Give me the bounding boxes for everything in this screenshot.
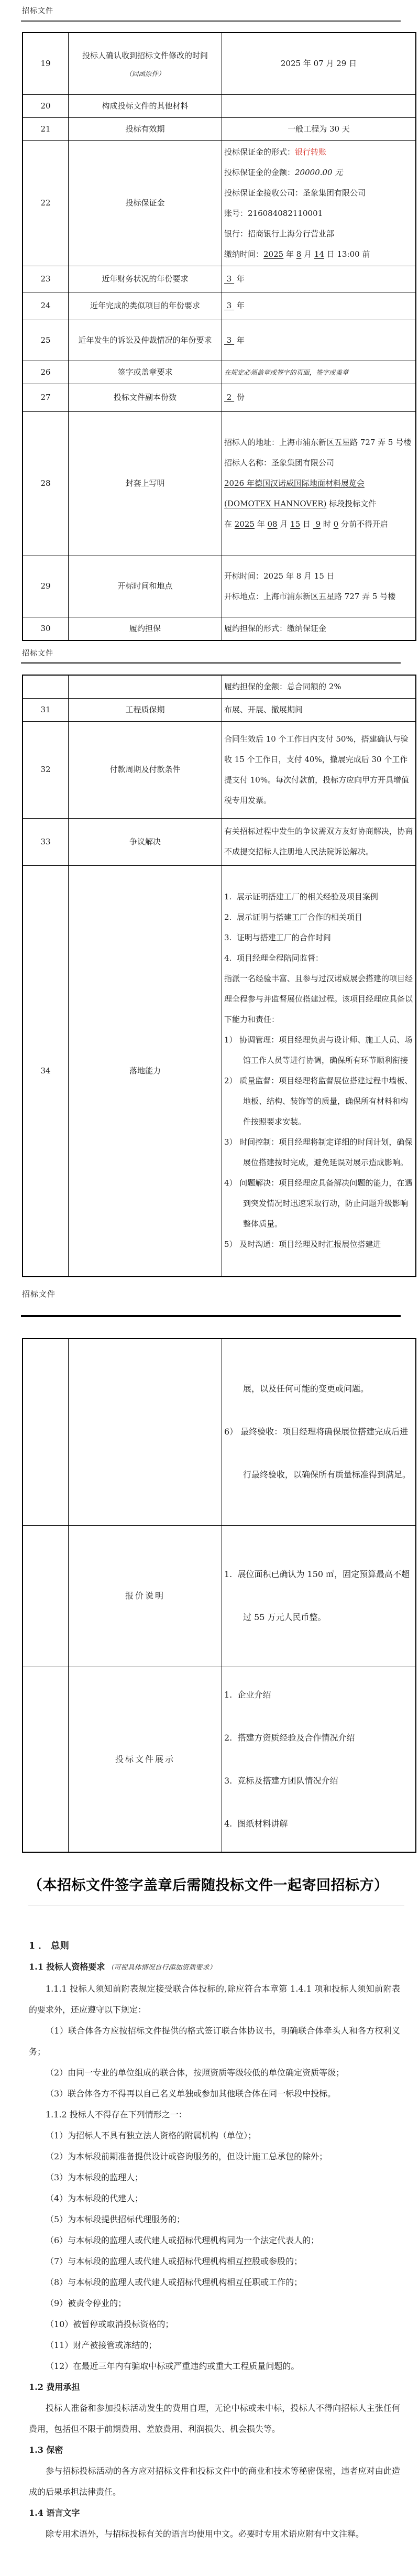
row-label-cell — [69, 865, 222, 1277]
terms-table-3 — [22, 1338, 416, 1853]
text-segment: 账号：216084082110001 — [224, 208, 323, 218]
section-paragraph: （3）联合体各方不得再以自己名义单独或参加其他联合体在同一标段中投标。 — [46, 2089, 336, 2099]
row-number-cell: 26 — [23, 361, 69, 384]
text-segment: 2025 — [234, 519, 255, 529]
text-segment: 3. 证明与搭建工厂的合作时间 — [224, 933, 331, 943]
value-line — [224, 677, 413, 697]
value-line — [224, 1071, 413, 1132]
row-label: 投标文件副本份数 — [113, 393, 177, 402]
table-row-34 — [23, 865, 416, 1277]
section-paragraph: （1）为招标人不具有独立法人资格的附属机构（单位）； — [46, 2131, 257, 2140]
text-segment: 6） 最终验收：项目经理将确保展位搭建完成后进行最终验收，以确保所有质量标准得到满足。 — [224, 1427, 411, 1480]
text-segment: 1. 企业介绍 — [224, 1689, 271, 1700]
table-row-21 — [23, 117, 416, 140]
row-value-cell — [222, 361, 416, 384]
value-line — [224, 1759, 413, 1802]
row-label: 投标保证金 — [125, 198, 165, 208]
section-heading: 1.3 保密 — [29, 2445, 63, 2455]
row-label: 签字或盖章要求 — [117, 367, 173, 377]
row-label-cell — [69, 320, 222, 361]
text-segment: 分前不得开启 — [338, 519, 388, 529]
table-row-22 — [23, 140, 416, 266]
row-number-cell: 21 — [23, 117, 69, 140]
section-paragraph: （6）与本标段的监理人或代建人或招标代理机构同为一个法定代表人的； — [46, 2235, 319, 2245]
section-heading: 1.2 费用承担 — [29, 2382, 80, 2392]
row-label-cell — [69, 384, 222, 411]
text-segment: 2. 搭建方资质经验及合作情况介绍 — [224, 1732, 355, 1743]
text-segment: 1. 展位面积已确认为 150 ㎡，固定预算最高不超过 55 万元人民币整。 — [224, 1569, 410, 1622]
text-segment: 2 — [224, 393, 235, 402]
general-terms-section — [29, 1936, 400, 2545]
row-value-cell — [222, 384, 416, 411]
section-paragraph: （12）在最近三年内有骗取中标或严重违约或重大工程质量问题的。 — [46, 2361, 300, 2371]
text-segment: 3） 时间控制：项目经理将制定详细的时间计划，确保展位搭建按时完成，避免延误对展示造成影响。 — [224, 1137, 413, 1168]
text-segment: 年 — [234, 301, 245, 310]
table-row-32 — [23, 721, 416, 818]
section-paragraph: 1.1.1 投标人须知前附表规定接受联合体投标的,除应符合本章第 1.4.1 项和投标人须知前附表的要求外，还应遵守以下规定： — [29, 1984, 400, 2015]
text-segment: 4） 问题解决：项目经理应具备解决问题的能力，在遇到突发情况时迅速采取行动，防止问题升级影响整体质量。 — [224, 1178, 413, 1229]
row-label-cell — [69, 556, 222, 617]
text-segment: 开标时间：2025 年 8 月 15 日 — [224, 571, 335, 581]
row-label: 构成投标文件的其他材料 — [102, 101, 189, 111]
row-label: 开标时间和地点 — [117, 581, 173, 591]
section-paragraph: 1.1.2 投标人不得存在下列情形之一： — [46, 2110, 187, 2120]
row-label-cell — [69, 698, 222, 721]
section-paragraph: （2）由同一专业的单位组成的联合体，按照资质等级较低的单位确定资质等级； — [46, 2068, 345, 2078]
section-heading: 1.4 语言文字 — [29, 2508, 80, 2518]
row-value-cell — [222, 721, 416, 818]
text-segment: 招标人名称：圣象集团有限公司 — [224, 458, 335, 468]
value-line — [224, 1553, 413, 1639]
value-line — [224, 1716, 413, 1759]
value-line — [224, 119, 413, 139]
row-number-cell: 32 — [23, 721, 69, 818]
text-segment: 份 — [234, 393, 245, 402]
row-label-cell — [69, 1525, 222, 1667]
row-value-cell — [222, 117, 416, 140]
row-value-cell — [222, 698, 416, 721]
row-value-cell — [222, 1339, 416, 1525]
row-number-cell: 23 — [23, 266, 69, 292]
text-segment: 招标人的地址：上海市浦东新区五星路 727 弄 5 号楼 — [224, 438, 412, 447]
text-segment: 在 — [224, 519, 235, 529]
section-paragraph: 投标人准备和参加投标活动发生的费用自理，无论中标或未中标，投标人不得向招标人主张任何费用，包括但不限于前期费用、差旅费用、利润损失、机会损失等。 — [29, 2403, 400, 2434]
value-line — [224, 162, 413, 183]
text-segment: 15 — [290, 519, 301, 529]
table-row-23 — [23, 266, 416, 292]
row-label: 投标人确认收到招标文件修改的时间 — [82, 50, 208, 60]
row-value-cell — [222, 675, 416, 699]
text-segment: 9 — [313, 519, 321, 529]
text-segment: 展，以及任何可能的变更或问题。 — [243, 1384, 369, 1394]
row-number-cell — [23, 675, 69, 699]
row-number-cell: 19 — [23, 32, 69, 94]
text-segment: 在规定必须盖章或签字的页面，签字或盖章 — [224, 368, 349, 376]
page-block-1 — [0, 0, 419, 641]
text-segment: 3 — [224, 301, 235, 310]
value-line — [224, 1410, 413, 1496]
section-title: 1 ． 总则 — [29, 1941, 69, 1951]
row-number-cell: 24 — [23, 292, 69, 320]
row-number-cell: 25 — [23, 320, 69, 361]
page-header: 招标文件 — [22, 1289, 56, 1299]
table-row — [23, 1339, 416, 1525]
text-segment: (DOMOTEX HANNOVER) — [224, 499, 327, 508]
text-segment: 指派一名经验丰富、且参与过汉诺威展会搭建的项目经理全程参与并监督展位搭建过程。该项目经理应具备以下能力和责任： — [224, 974, 413, 1025]
value-line — [224, 1673, 413, 1716]
section-paragraph: （11）财产被接管或冻结的； — [46, 2340, 157, 2350]
row-value-cell — [222, 818, 416, 865]
table-row-25 — [23, 320, 416, 361]
row-label: 争议解决 — [129, 836, 161, 846]
value-line — [224, 1173, 413, 1234]
value-line — [224, 928, 413, 948]
row-label-cell — [69, 675, 222, 699]
row-value-cell — [222, 411, 416, 556]
text-segment: 年 — [234, 335, 245, 345]
value-line — [224, 203, 413, 224]
table-row-20 — [23, 94, 416, 117]
row-number-cell: 20 — [23, 94, 69, 117]
value-line — [224, 387, 413, 408]
row-label-cell — [69, 818, 222, 865]
row-label-cell — [69, 361, 222, 384]
value-line — [224, 494, 413, 514]
text-segment: 履约担保的金额：总合同额的 2% — [224, 681, 341, 691]
section-paragraph: （9）被责令停业的； — [46, 2298, 127, 2308]
row-label: 落地能力 — [129, 1066, 161, 1075]
table-row — [23, 675, 416, 699]
value-line — [224, 296, 413, 316]
text-segment: 银行转账 — [295, 147, 327, 157]
row-label: 付款周期及付款条件 — [109, 765, 181, 774]
section-subheading-note: （可视具体情况自行添加资质要求） — [105, 1964, 216, 1972]
text-segment: 2025 年 07 月 29 日 — [280, 58, 357, 68]
text-segment: 银行：招商银行上海分行营业部 — [224, 229, 335, 238]
row-number-cell: 22 — [23, 140, 69, 266]
row-label-cell — [69, 266, 222, 292]
row-label: 投标有效期 — [125, 124, 165, 134]
table-row-30 — [23, 617, 416, 640]
row-value-cell — [222, 266, 416, 292]
row-number-cell: 29 — [23, 556, 69, 617]
text-segment: 日 13:00 前 — [324, 249, 370, 259]
table-row-33 — [23, 818, 416, 865]
value-line — [224, 586, 413, 607]
text-segment: 开标地点：上海市浦东新区五星路 727 弄 5 号楼 — [224, 591, 396, 601]
value-line — [224, 362, 413, 383]
text-segment: 2. 展示证明与搭建工厂合作的相关项目 — [224, 912, 362, 922]
value-line — [224, 514, 413, 535]
row-number-cell: 27 — [23, 384, 69, 411]
row-number-cell — [23, 1667, 69, 1852]
text-segment: 一般工程为 30 天 — [288, 124, 350, 134]
value-line — [224, 142, 413, 162]
value-line — [224, 432, 413, 453]
terms-table-1 — [22, 32, 416, 641]
page-block-2 — [0, 648, 419, 1278]
text-segment: 月 — [277, 519, 291, 529]
table-row-26 — [23, 361, 416, 384]
text-segment: 3. 竞标及搭建方团队情况介绍 — [224, 1775, 338, 1786]
text-segment: 14 — [314, 249, 324, 259]
row-number-cell: 28 — [23, 411, 69, 556]
row-label: 近年财务状况的年份要求 — [102, 274, 189, 284]
text-segment: 4. 图纸材料讲解 — [224, 1818, 288, 1829]
value-line — [224, 1132, 413, 1173]
row-value-cell — [222, 1525, 416, 1667]
row-value-cell — [222, 94, 416, 117]
row-label-cell — [69, 721, 222, 818]
row-label: 封套上写明 — [125, 479, 165, 488]
text-segment: 投标保证金的金额： — [224, 167, 295, 177]
row-value-cell — [222, 865, 416, 1277]
row-number-cell: 34 — [23, 865, 69, 1277]
text-segment: 缴纳时间： — [224, 249, 264, 259]
text-segment: 投标保证金接收公司：圣象集团有限公司 — [224, 188, 366, 198]
row-label-cell — [69, 411, 222, 556]
text-segment: 8 — [296, 249, 302, 259]
table-row — [23, 1525, 416, 1667]
value-line — [224, 618, 413, 639]
value-line — [224, 244, 413, 265]
value-line — [224, 969, 413, 1030]
text-segment: 5） 及时沟通：项目经理及时汇报展位搭建进 — [224, 1240, 381, 1249]
page-block-3 — [0, 1288, 419, 1853]
row-number-cell: 31 — [23, 698, 69, 721]
text-segment: 年 — [283, 249, 296, 259]
row-label-cell — [69, 140, 222, 266]
row-number-cell: 30 — [23, 617, 69, 640]
row-value-cell — [222, 292, 416, 320]
text-segment: 有关招标过程中发生的争议需双方友好协商解决，协商不成提交招标人注册地人民法院诉讼解决。 — [224, 827, 413, 856]
section-paragraph: （10）被暂停或取消投标资格的； — [46, 2319, 174, 2329]
row-label: 履约担保 — [129, 623, 161, 633]
value-line — [224, 53, 413, 74]
row-label: 近年完成的类似项目的年份要求 — [90, 301, 200, 310]
value-line — [224, 1234, 413, 1255]
section-paragraph: （2）为本标段前期准备提供设计或咨询服务的，但设计施工总承包的除外； — [46, 2151, 328, 2161]
return-instruction-heading: （本招标文件签字盖章后需随投标文件一起寄回招标方） — [28, 1877, 389, 1894]
row-value-cell — [222, 320, 416, 361]
value-line — [224, 948, 413, 969]
row-label: 投标文件展示 — [115, 1754, 175, 1764]
section-paragraph: （8）与本标段的监理人或代建人或招标代理机构相互任职或工作的； — [46, 2277, 303, 2287]
row-label-cell — [69, 1667, 222, 1852]
text-segment: 日 — [300, 519, 313, 529]
text-segment: 1. 展示证明搭建工厂的相关经验及项目案例 — [224, 892, 378, 902]
text-segment: 08 — [267, 519, 278, 529]
value-line — [224, 729, 413, 811]
value-line — [224, 269, 413, 289]
terms-table-2 — [22, 675, 416, 1278]
text-segment: 3 — [224, 274, 235, 284]
row-number-cell: 33 — [23, 818, 69, 865]
table-row-28 — [23, 411, 416, 556]
page-header: 招标文件 — [22, 649, 53, 658]
table-row-19 — [23, 32, 416, 94]
section-paragraph: 除专用术语外，与招标投标有关的语言均使用中文。必要时专用术语应附有中文注释。 — [46, 2529, 365, 2539]
text-segment: 投标保证金的形式： — [224, 147, 295, 157]
row-value-cell — [222, 140, 416, 266]
row-label: 工程质保期 — [125, 704, 165, 714]
value-line — [224, 907, 413, 928]
row-value-cell — [222, 1667, 416, 1852]
text-segment: 2） 质量监督：项目经理将监督展位搭建过程中墙板、地板、结构、装饰等的质量，确保所有材料和构件按照要求安装。 — [224, 1076, 413, 1127]
value-line — [224, 453, 413, 473]
row-label-cell — [69, 117, 222, 140]
text-segment: 3 — [224, 335, 235, 345]
text-segment: 布展、开展、撤展期间 — [224, 704, 303, 714]
section-paragraph: （3）为本标段的监理人； — [46, 2172, 144, 2182]
row-label-cell — [69, 94, 222, 117]
row-label-cell — [69, 32, 222, 94]
row-label-cell — [69, 617, 222, 640]
text-segment: 2025 — [263, 249, 284, 259]
table-row-29 — [23, 556, 416, 617]
value-line — [224, 887, 413, 907]
row-value-cell — [222, 556, 416, 617]
value-line — [224, 700, 413, 720]
section-subheading: 1.1 投标人资格要求 （可视具体情况自行添加资质要求） — [29, 1962, 216, 1972]
value-line — [224, 1802, 413, 1845]
header-rule — [21, 662, 401, 664]
section-paragraph: （7）与本标段的监理人或代建人或招标代理机构相互控股或参股的； — [46, 2256, 303, 2266]
section-paragraph: 参与招标投标活动的各方应对招标文件和投标文件中的商业和技术等秘密保密，违者应对由此造成的后果承担法律责任。 — [29, 2466, 400, 2497]
section-paragraph: （4）为本标段的代建人； — [46, 2193, 144, 2203]
text-segment: 合同生效后 10 个工作日内支付 50%，搭建确认与验收 15 个工作日，支付 40%，撤展完成后 30 个工作提支付 10%。每次付款前，投标方应向甲方开具增值税专用发票。 — [224, 734, 410, 805]
row-number-cell — [23, 1525, 69, 1667]
text-segment: 1） 协调管理：项目经理负责与设计师、施工人员、场馆工作人员等进行协调，确保所有环节顺利衔接 — [224, 1035, 413, 1066]
table-row-24 — [23, 292, 416, 320]
text-segment: 月 — [301, 249, 314, 259]
value-line — [224, 224, 413, 244]
text-segment: 标段投标文件 — [326, 499, 377, 508]
value-line — [224, 1367, 413, 1410]
text-segment: 时 — [321, 519, 334, 529]
section-paragraph: （5）为本标段提供招标代理服务的； — [46, 2214, 185, 2224]
value-line — [224, 330, 413, 351]
value-line — [224, 821, 413, 862]
text-segment: 4. 项目经理全程陪同监督： — [224, 953, 323, 963]
value-line — [224, 566, 413, 586]
table-row-27 — [23, 384, 416, 411]
text-segment: 2026 年德国汉诺威国际地面材料展览会 — [224, 479, 365, 488]
header-rule — [21, 1315, 401, 1317]
row-value-cell — [222, 617, 416, 640]
row-value-cell — [222, 32, 416, 94]
text-segment: 年 — [234, 274, 245, 284]
text-segment: 年 — [254, 519, 268, 529]
row-number-cell — [23, 1339, 69, 1525]
header-rule — [21, 20, 401, 21]
row-label-cell — [69, 1339, 222, 1525]
value-line — [224, 473, 413, 494]
value-line — [224, 1030, 413, 1071]
text-segment: 履约担保的形式：缴纳保证金 — [224, 623, 327, 633]
text-segment: 20000.00 元 — [295, 167, 343, 177]
row-label-note: （回函原件） — [125, 69, 165, 78]
page-header: 招标文件 — [22, 7, 53, 15]
row-label: 近年发生的诉讼及仲裁情况的年份要求 — [78, 335, 212, 345]
row-label-cell — [69, 292, 222, 320]
row-label: 报价说明 — [125, 1591, 165, 1601]
section-paragraph: （1）联合体各方应按招标文件提供的格式签订联合体协议书，明确联合体牵头人和各方权利义务； — [29, 2026, 400, 2057]
value-line — [224, 183, 413, 203]
table-row-31 — [23, 698, 416, 721]
text-segment: 0 — [333, 519, 339, 529]
table-row — [23, 1667, 416, 1852]
